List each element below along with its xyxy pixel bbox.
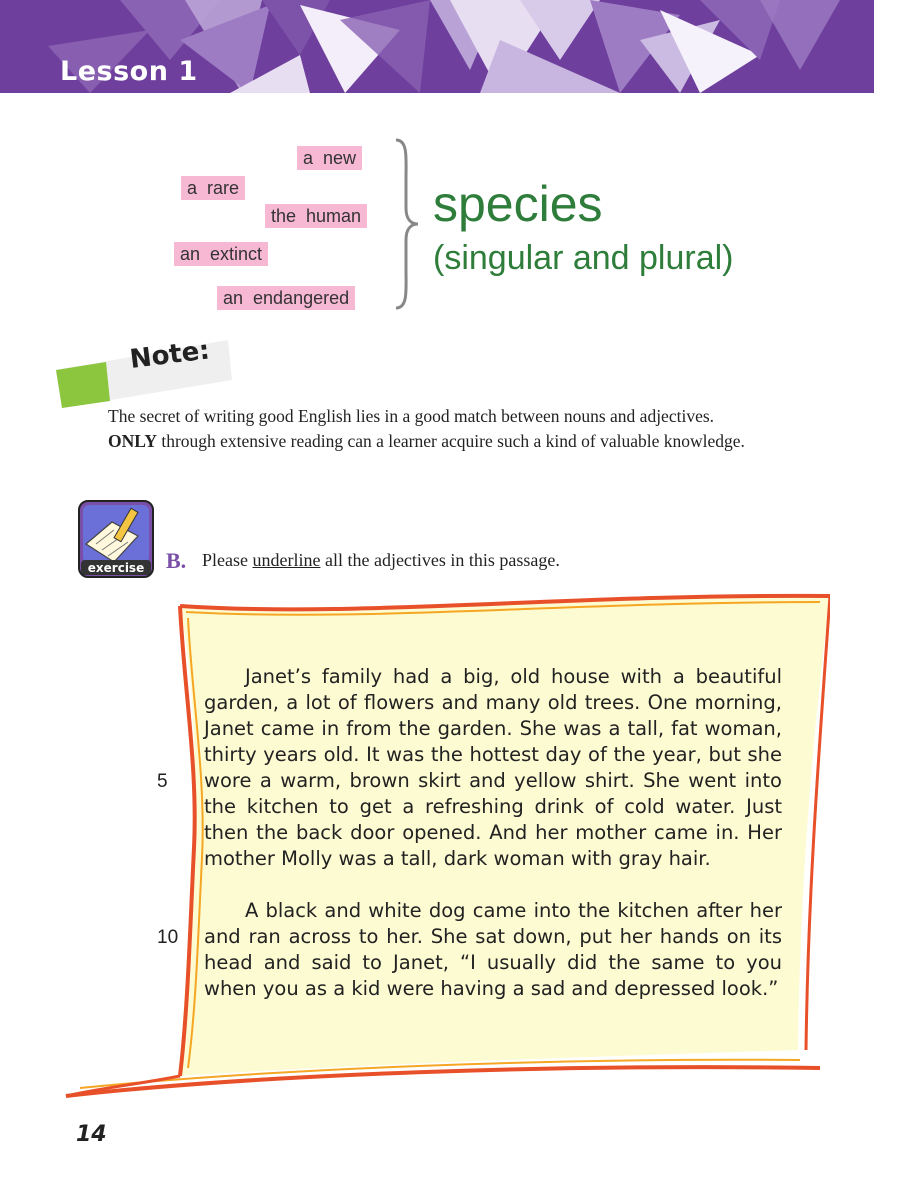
phrase-an-endangered: an endangered [217,286,355,310]
headword-subtitle: (singular and plural) [433,239,734,277]
exercise-icon-label: exercise [87,561,145,575]
line-number-5: 5 [157,771,168,792]
instruction-underlined: underline [252,550,321,570]
page-number: 14 [76,1122,107,1147]
phrase-the-human: the human [265,204,367,228]
instruction-before: Please [202,550,253,570]
passage-paragraph-2: A black and white dog came into the kitchen after her and ran across to her. She sat down, put her hands on its head and said to Janet, “I usually did the same to you when you as a kid were having a sad and depressed look.” [204,899,782,1000]
line-number-10: 10 [157,927,179,948]
passage-paragraph-1: Janet’s family had a big, old house with a beautiful garden, a lot of flowers and many old trees. One morning, Janet came in from the garden. She was a tall, fat woman, thirty years old. It was the hottest day of the year, but she wore a warm, brown skirt and yellow shirt. She went into the kitchen to get a refreshing drink of cold water. Just then the back door opened. And her mother came in. Her mother Molly was a tall, dark woman with gray hair. [204,665,782,870]
note-body [108,404,848,454]
phrase-a-rare: a rare [181,176,245,200]
exercise-letter: B. [166,548,187,573]
note-line-2-rest: through extensive reading can a learner acquire such a kind of valuable knowledge. [156,431,745,451]
note-label: Note: [128,335,212,375]
phrase-an-extinct: an extinct [174,242,268,266]
passage [204,664,782,1002]
header-band [0,0,874,93]
note-emphasis: ONLY [108,431,157,451]
note-line-1: The secret of writing good English lies in a good match between nouns and adjectives. [108,406,715,426]
instruction-after: all the adjectives in this passage. [320,550,560,570]
note-line-2 [108,429,848,454]
exercise-instruction [202,550,560,571]
exercise-icon [78,500,154,578]
curly-brace-icon [392,138,422,310]
headword: species [433,176,603,232]
phrase-a-new: a new [297,146,362,170]
lesson-title: Lesson 1 [60,56,198,87]
